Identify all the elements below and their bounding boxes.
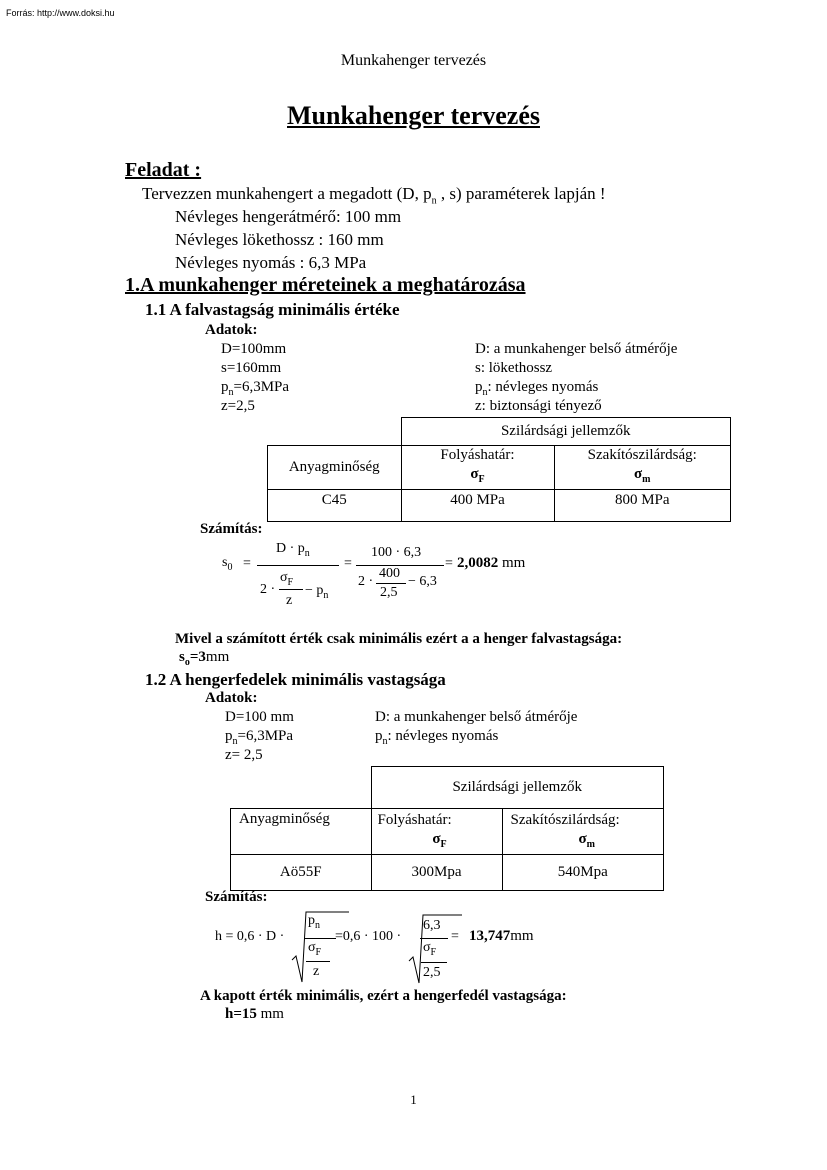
table-cell-tensile: 540Mpa (502, 855, 664, 891)
page-number: 1 (410, 1092, 417, 1107)
desc2-pressure: $p_n$: névleges nyomás (375, 728, 499, 747)
data2-safety-factor: z= 2,5 (225, 747, 263, 763)
table-group-header: Szilárdsági jellemzők (401, 418, 731, 446)
table-cell-yield: 300Mpa (371, 855, 502, 891)
task-line-pressure: Névleges nyomás : 6,3 MPa (175, 253, 367, 272)
data2-pressure: $p_n=6,3MPa$ (225, 728, 294, 747)
material-table-1 (267, 417, 731, 522)
task-line-diameter: Névleges hengerátmérő: 100 mm (175, 207, 402, 226)
data-safety-factor: z=2,5 (221, 398, 255, 414)
conclusion-2: A kapott érték minimális, ezért a hengerfedél vastagsága: (200, 988, 567, 1004)
data-diameter: D=100mm (221, 341, 287, 357)
table-col-yield: Folyáshatár: $\sigma_F$ (371, 809, 502, 855)
table-cell-material: Aö55F (231, 855, 372, 891)
task-heading: Feladat : (125, 159, 202, 181)
data-pressure: $p_n=6,3MPa$ (221, 379, 290, 398)
data-label: Adatok: (205, 322, 258, 338)
calc-label-2: Számítás: (205, 889, 268, 905)
final-cover-thickness: h=15 mm (225, 1006, 284, 1022)
task-intro: Tervezzen munkahengert a megadott (D, $p_n$ , s) paraméterek lapján ! (142, 184, 606, 207)
source-note: Forrás: http://www.doksi.hu (6, 8, 115, 18)
desc-stroke: s: lökethossz (475, 360, 553, 376)
table-col-tensile: Szakítószilárdság: $\sigma_m$ (554, 446, 731, 490)
table-col-material: Anyagminőség (268, 446, 402, 490)
page-title: Munkahenger tervezés (287, 101, 540, 130)
table-col-yield: Folyáshatár: $\sigma_F$ (401, 446, 554, 490)
data-stroke: s=160mm (221, 360, 282, 376)
desc-diameter: D: a munkahenger belső átmérője (475, 341, 678, 357)
task-line-stroke: Névleges lökethossz : 160 mm (175, 230, 384, 249)
table-empty-cell (231, 767, 372, 809)
table-cell-tensile: 800 MPa (554, 490, 731, 522)
data-label-2: Adatok: (205, 690, 258, 706)
wall-thickness-result: 2,0082 (457, 555, 499, 571)
table-empty-cell (268, 418, 402, 446)
cover-thickness-result: 13,747 (469, 928, 511, 944)
desc-pressure: $p_n$: névleges nyomás (475, 379, 599, 398)
calc-label: Számítás: (200, 521, 263, 537)
desc2-diameter: D: a munkahenger belső átmérője (375, 709, 578, 725)
conclusion-1: Mivel a számított érték csak minimális ezért a a henger falvastagsága: (175, 631, 623, 647)
table-cell-material: C45 (268, 490, 402, 522)
table-col-material: Anyagminőség (231, 809, 372, 855)
subsection-1-2-heading: 1.2 A hengerfedelek minimális vastagsága (145, 670, 446, 689)
table-group-header: Szilárdsági jellemzők (371, 767, 664, 809)
table-cell-yield: 400 MPa (401, 490, 554, 522)
subsection-1-1-heading: 1.1 A falvastagság minimális értéke (145, 300, 400, 319)
running-header: Munkahenger tervezés (340, 52, 487, 69)
section-heading: 1.A munkahenger méreteinek a meghatározása (125, 274, 526, 296)
data2-diameter: D=100 mm (225, 709, 294, 725)
desc-safety-factor: z: biztonsági tényező (475, 398, 602, 414)
table-col-tensile: Szakítószilárdság: $\sigma_m$ (502, 809, 664, 855)
final-wall-thickness: $s_o=3mm$ (179, 649, 230, 668)
material-table-2 (230, 766, 664, 891)
